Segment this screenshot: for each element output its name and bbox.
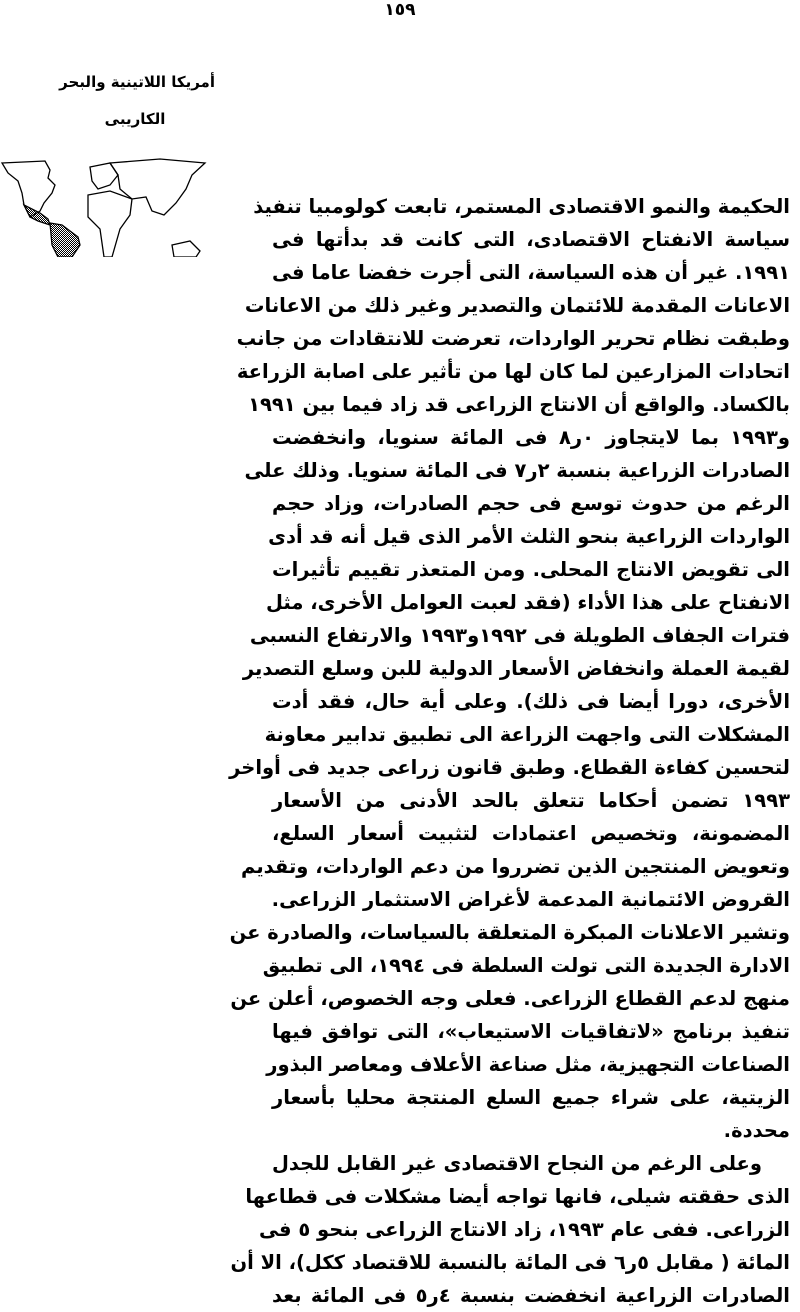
sidebar-title-line2: الكاريبى xyxy=(104,110,166,128)
text-line: الصناعات التجهيزية، مثل صناعة الأعلاف ومعاصر البذور xyxy=(266,1053,790,1076)
africa xyxy=(88,191,132,257)
text-line: سياسة الانفتاح الاقتصادى، التى كانت قد بدأتها فى xyxy=(272,228,790,251)
text-line: الذى حققته شيلى، فانها تواجه أيضا مشكلات فى قطاعها xyxy=(245,1185,790,1208)
text-line: وطبقت نظام تحرير الواردات، تعرضت للانتقادات من جانب xyxy=(236,327,790,350)
sidebar-heading xyxy=(15,64,215,138)
text-line: الواردات الزراعية بنحو الثلث الأمر الذى قيل أنه قد أدى xyxy=(268,525,790,548)
text-line: الادارة الجديدة التى تولت السلطة فى ١٩٩٤، الى تطبيق xyxy=(262,954,790,977)
body-text xyxy=(229,190,791,1312)
sidebar-title-line1: أمريكا اللاتينية والبحر xyxy=(59,73,215,91)
text-line: المائة ( مقابل ٥ر٦ فى المائة بالنسبة للاقتصاد ككل)، الا أن xyxy=(230,1251,790,1274)
south-america xyxy=(50,223,80,257)
text-line: الزيتية، على شراء جميع السلع المنتجة محليا بأسعار xyxy=(272,1086,790,1109)
text-line: لقيمة العملة وانخفاض الأسعار الدولية للبن وسلع التصدير xyxy=(242,657,790,680)
australia xyxy=(172,241,200,257)
text-line: الصادرات الزراعية انخفضت بنسبة ٤ر٥ فى المائة بعد xyxy=(272,1284,790,1307)
text-line: اتحادات المزارعين لما كان لها من تأثير على اصابة الزراعة xyxy=(236,360,790,383)
text-line: تنفيذ برنامج «لاتفاقيات الاستيعاب»، التى توافق فيها xyxy=(272,1020,790,1043)
text-line: ١٩٩٣ تضمن أحكاما تتعلق بالحد الأدنى من الأسعار xyxy=(272,789,790,812)
text-line: منهج لدعم القطاع الزراعى. فعلى وجه الخصوص، أعلن عن xyxy=(230,987,790,1010)
text-line: الانفتاح على هذا الأداء (فقد لعبت العوامل الأخرى، مثل xyxy=(266,591,790,614)
text-line: وعلى الرغم من النجاح الاقتصادى غير القابل للجدل xyxy=(272,1152,762,1175)
text-line: وتشير الاعلانات المبكرة المتعلقة بالسياسات، والصادرة عن xyxy=(229,921,790,944)
text-line: الرغم من حدوث توسع فى حجم الصادرات، وزاد حجم xyxy=(272,492,790,515)
text-line: ١٩٩١. غير أن هذه السياسة، التى أجرت خفضا عاما فى xyxy=(271,261,790,284)
text-line: و١٩٩٣ بما لايتجاوز ٠ر٨ فى المائة سنويا، وانخفضت xyxy=(272,426,791,449)
text-line: الاعانات المقدمة للائتمان والتصدير وغير ذلك من الاعانات xyxy=(244,294,790,317)
central-america xyxy=(24,205,50,225)
text-line: المشكلات التى واجهت الزراعة الى تطبيق تدابير معاونة xyxy=(264,723,790,746)
europe xyxy=(90,163,118,189)
text-line: بالكساد. والواقع أن الانتاج الزراعى قد زاد فيما بين ١٩٩١ xyxy=(248,393,790,416)
text-line: الحكيمة والنمو الاقتصادى المستمر، تابعت كولومبيا تنفيذ xyxy=(253,195,790,218)
text-line: الصادرات الزراعية بنسبة ٢ر٧ فى المائة سنويا. وذلك على xyxy=(244,459,790,482)
world-map-icon xyxy=(0,145,215,257)
text-line: فترات الجفاف الطويلة فى ١٩٩٢و١٩٩٣ والارتفاع النسبى xyxy=(249,624,790,647)
text-line: الأخرى، دورا أيضا فى ذلك). وعلى أية حال، فقد أدت xyxy=(272,690,790,713)
text-line: المضمونة، وتخصيص اعتمادات لتثبيت أسعار السلع، xyxy=(272,822,790,845)
asia xyxy=(110,159,205,215)
text-line: الزراعى. ففى عام ١٩٩٣، زاد الانتاج الزراعى بنحو ٥ فى xyxy=(259,1218,790,1241)
page-number: ١٥٩ xyxy=(384,0,416,20)
text-line: القروض الائتمانية المدعمة لأغراض الاستثمار الزراعى. xyxy=(271,888,790,911)
text-line: وتعويض المنتجين الذين تضرروا من دعم الواردات، وتقديم xyxy=(241,855,790,878)
text-line: محددة. xyxy=(723,1119,790,1142)
text-line: الى تقويض الانتاج المحلى. ومن المتعذر تقييم تأثيرات xyxy=(272,558,790,581)
text-line: لتحسين كفاءة القطاع. وطبق قانون زراعى جديد فى أواخر xyxy=(229,756,790,779)
